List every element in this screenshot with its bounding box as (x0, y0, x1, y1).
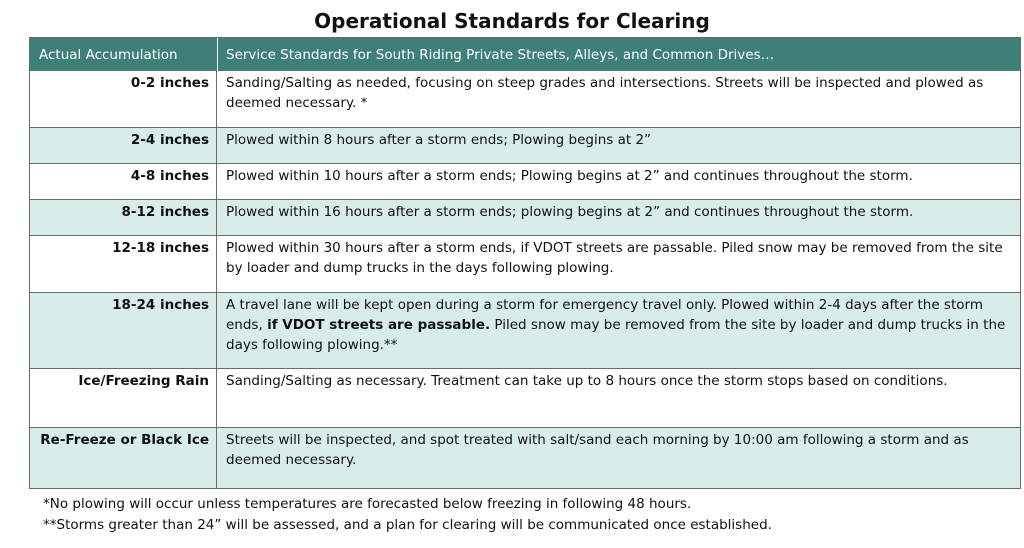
table-row (30, 369, 1020, 428)
standard-cell: Plowed within 10 hours after a storm ends; Plowing begins at 2” and continues throughout the storm. (226, 168, 913, 184)
table-row (30, 236, 1020, 293)
accumulation-cell: 8-12 inches (30, 200, 217, 235)
standard-cell: Plowed within 8 hours after a storm ends; Plowing begins at 2” (226, 132, 652, 148)
footnote: *No plowing will occur unless temperatures are forecasted below freezing in following 48 hours. (43, 496, 692, 512)
page-title: Operational Standards for Clearing (314, 9, 710, 33)
table-row (30, 200, 1020, 236)
footnote: **Storms greater than 24” will be assessed, and a plan for clearing will be communicated once established. (43, 517, 772, 533)
accumulation-cell: 12-18 inches (30, 236, 217, 292)
standard-cell: Streets will be inspected, and spot treated with salt/sand each morning by 10:00 am following a storm and as deemed necessary. (226, 432, 969, 468)
standards-table (29, 37, 1021, 489)
accumulation-cell: 18-24 inches (30, 293, 217, 368)
header-accumulation: Actual Accumulation (39, 46, 178, 63)
standard-cell: Sanding/Salting as necessary. Treatment can take up to 8 hours once the storm stops based on conditions. (226, 373, 948, 389)
accumulation-cell: 0-2 inches (30, 71, 217, 127)
footnotes (43, 494, 772, 536)
table-row (30, 293, 1020, 369)
table-row (30, 164, 1020, 200)
accumulation-cell: 2-4 inches (30, 128, 217, 163)
table-header (30, 38, 1020, 71)
table-row (30, 428, 1020, 489)
accumulation-cell: Ice/Freezing Rain (30, 369, 217, 427)
standard-cell: Sanding/Salting as needed, focusing on steep grades and intersections. Streets will be inspected and plowed as deemed necessary. * (226, 75, 984, 111)
standard-cell: Plowed within 16 hours after a storm ends; plowing begins at 2” and continues throughout the storm. (226, 204, 914, 220)
header-service-standards: Service Standards for South Riding Private Streets, Alleys, and Common Drives… (217, 38, 1020, 71)
table-row (30, 71, 1020, 128)
accumulation-cell: Re-Freeze or Black Ice (30, 428, 217, 488)
standard-cell: Plowed within 30 hours after a storm ends, if VDOT streets are passable. Piled snow may be removed from the site by loader and dump trucks in the days following plowing. (226, 240, 1003, 276)
accumulation-cell: 4-8 inches (30, 164, 217, 199)
standard-cell: A travel lane will be kept open during a storm for emergency travel only. Plowed within 2-4 days after the storm ends, if VDOT streets are passable. Piled snow may be removed from the site by loader and dump trucks in the days following plowing.** (226, 297, 1006, 353)
table-row (30, 128, 1020, 164)
